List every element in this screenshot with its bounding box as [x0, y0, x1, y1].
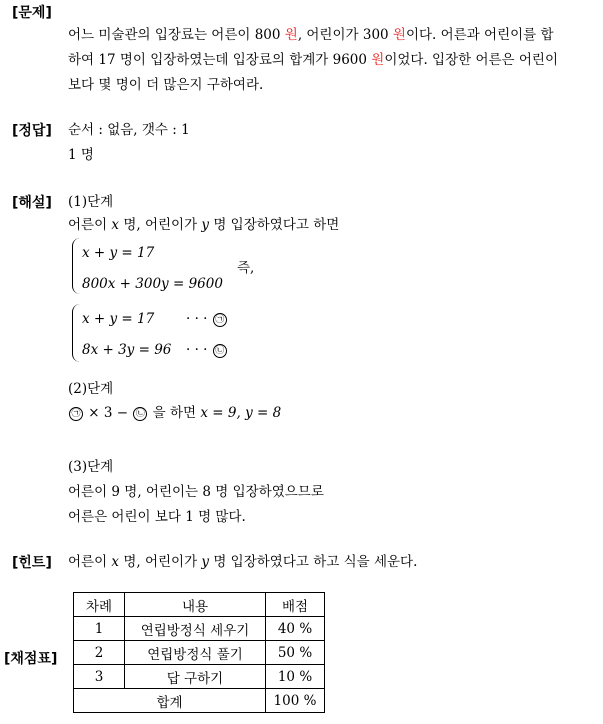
row-content: 답 구하기 — [125, 665, 266, 689]
total-value: 100 % — [266, 689, 325, 713]
equation-marker: · · · ㉡ — [186, 341, 228, 359]
problem-label: [문제] — [12, 5, 52, 21]
won-unit: 원 — [392, 27, 406, 43]
hint-line: 어른이 x 명, 어린이가 y 명 입장하였다고 하고 식을 세운다. — [68, 554, 418, 570]
row-points: 50 % — [266, 641, 325, 665]
row-order: 3 — [74, 665, 125, 689]
problem-line-1: 어느 미술관의 입장료는 어른이 800 원, 어린이가 300 원이다. 어른과 어린이를 합 — [68, 27, 554, 43]
system2-eq2: 8x + 3y = 96 — [82, 342, 172, 358]
system1-eq1: x + y = 17 — [82, 245, 155, 261]
step3-line-2: 어른은 어린이 보다 1 명 많다. — [68, 509, 246, 525]
step2-line: ㉠ × 3 − ㉡ 을 하면 x = 9, y = 8 — [68, 404, 281, 422]
problem-line-2: 하여 17 명이 입장하였는데 입장료의 합계가 9600 원이었다. 입장한 어른은 어린이 — [68, 52, 558, 68]
answer-line-1: 순서 : 없음, 갯수 : 1 — [68, 122, 190, 138]
table-row — [74, 617, 325, 641]
total-label: 합계 — [74, 689, 266, 713]
answer-label: [정답] — [12, 123, 52, 139]
score-table — [73, 592, 325, 713]
system2-eq1: x + y = 17 — [82, 311, 155, 327]
answer-line-2: 1 명 — [68, 147, 94, 163]
won-unit: 원 — [284, 27, 298, 43]
score-label: [채점표] — [4, 651, 58, 667]
therefore-text: 즉, — [237, 260, 255, 276]
problem-line-3: 보다 몇 명이 더 많은지 구하여라. — [68, 77, 264, 93]
header-order: 차례 — [74, 593, 125, 617]
hint-label: [힌트] — [12, 555, 52, 571]
row-points: 10 % — [266, 665, 325, 689]
row-content: 연립방정식 세우기 — [125, 617, 266, 641]
row-order: 1 — [74, 617, 125, 641]
step3-line-1: 어른이 9 명, 어린이는 8 명 입장하였으므로 — [68, 484, 324, 500]
row-points: 40 % — [266, 617, 325, 641]
solution-label: [해설] — [12, 195, 52, 211]
equation-marker: · · · ㉠ — [186, 310, 228, 328]
header-points: 배점 — [266, 593, 325, 617]
step1-intro: 어른이 x 명, 어린이가 y 명 입장하였다고 하면 — [68, 217, 340, 233]
table-row — [74, 641, 325, 665]
won-unit: 원 — [371, 52, 385, 68]
row-content: 연립방정식 풀기 — [125, 641, 266, 665]
system-brace — [72, 304, 81, 362]
step3-heading: (3)단계 — [68, 459, 114, 475]
table-total-row — [74, 689, 325, 713]
step1-heading: (1)단계 — [68, 194, 114, 210]
header-content: 내용 — [125, 593, 266, 617]
row-order: 2 — [74, 641, 125, 665]
system-brace — [72, 238, 81, 294]
step2-heading: (2)단계 — [68, 381, 114, 397]
table-row — [74, 665, 325, 689]
system1-eq2: 800x + 300y = 9600 — [82, 276, 223, 292]
table-header-row — [74, 593, 325, 617]
